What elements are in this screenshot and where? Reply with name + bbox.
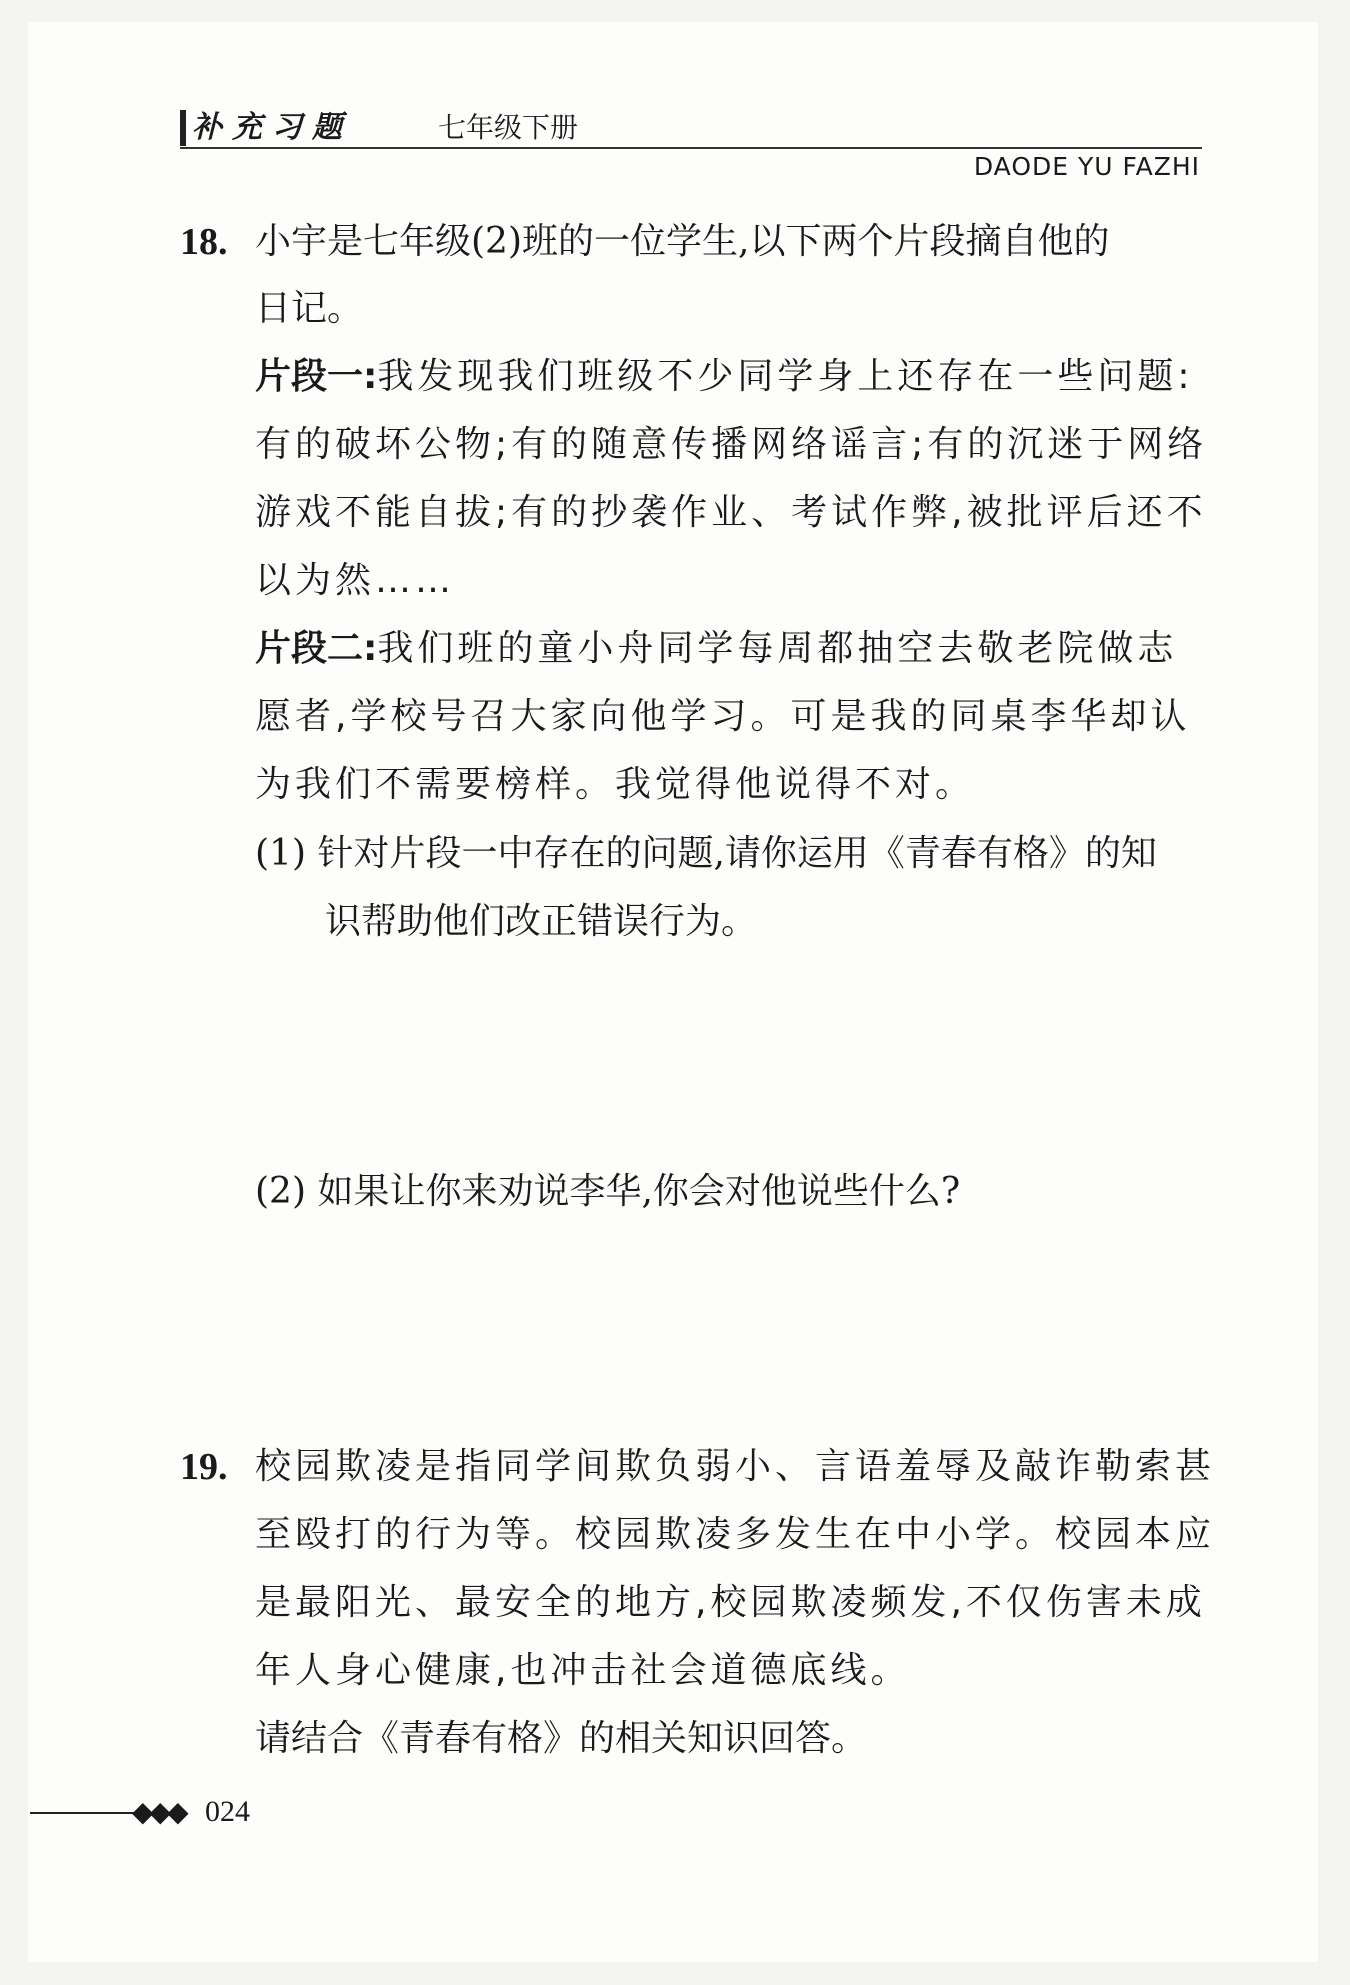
- page-number: 024: [205, 1795, 250, 1828]
- question-19-number: 19.: [180, 1446, 228, 1488]
- q19-prompt: 请结合《青春有格》的相关知识回答。: [255, 1718, 868, 1759]
- question-18-number: 18.: [180, 221, 228, 263]
- q18-seg1-line3: 游戏不能自拔;有的抄袭作业、考试作弊,被批评后还不: [255, 492, 1207, 533]
- q19-line3: 是最阳光、最安全的地方,校园欺凌频发,不仅伤害未成: [255, 1582, 1206, 1623]
- q19-line4: 年人身心健康,也冲击社会道德底线。: [255, 1650, 911, 1691]
- q18-sub1-line2: 识帮助他们改正错误行为。: [325, 901, 758, 942]
- q18-seg2-line3: 为我们不需要榜样。我觉得他说得不对。: [255, 764, 976, 805]
- segment-2-text: 我们班的童小舟同学每周都抽空去敬老院做志: [377, 628, 1178, 669]
- header-rule: [180, 147, 1202, 149]
- q18-stem-line2: 日记。: [255, 288, 364, 329]
- q18-sub2: (2) 如果让你来劝说李华,你会对他说些什么?: [255, 1171, 961, 1212]
- q18-seg1-line2: 有的破坏公物;有的随意传播网络谣言;有的沉迷于网络: [255, 424, 1208, 465]
- segment-1-label: 片段一:: [255, 356, 378, 397]
- footer-diamond-icon: ◆◆◆: [132, 1795, 185, 1828]
- segment-2-label: 片段二:: [255, 628, 378, 669]
- q18-seg2-line2: 愿者,学校号召大家向他学习。可是我的同桌李华却认: [255, 696, 1191, 737]
- grade-label: 七年级下册: [438, 111, 579, 144]
- q19-line2: 至殴打的行为等。校园欺凌多发生在中小学。校园本应: [255, 1514, 1216, 1555]
- q18-sub1-line1: (1) 针对片段一中存在的问题,请你运用《青春有格》的知: [255, 833, 1157, 874]
- footer-rule: [30, 1812, 140, 1814]
- q18-seg2-line1: [255, 627, 1177, 671]
- segment-1-text: 我发现我们班级不少同学身上还存在一些问题:: [377, 356, 1194, 397]
- q18-stem-line1: 小宇是七年级(2)班的一位学生,以下两个片段摘自他的: [255, 221, 1110, 262]
- header-bar: [180, 110, 186, 146]
- q18-seg1-line1: [255, 355, 1194, 399]
- q19-line1: 校园欺凌是指同学间欺负弱小、言语羞辱及敲诈勒索甚: [255, 1446, 1216, 1487]
- q18-seg1-line4: 以为然……: [255, 560, 456, 601]
- series-title: 补充习题: [192, 110, 352, 145]
- subject-english: DAODE YU FAZHI: [973, 152, 1200, 181]
